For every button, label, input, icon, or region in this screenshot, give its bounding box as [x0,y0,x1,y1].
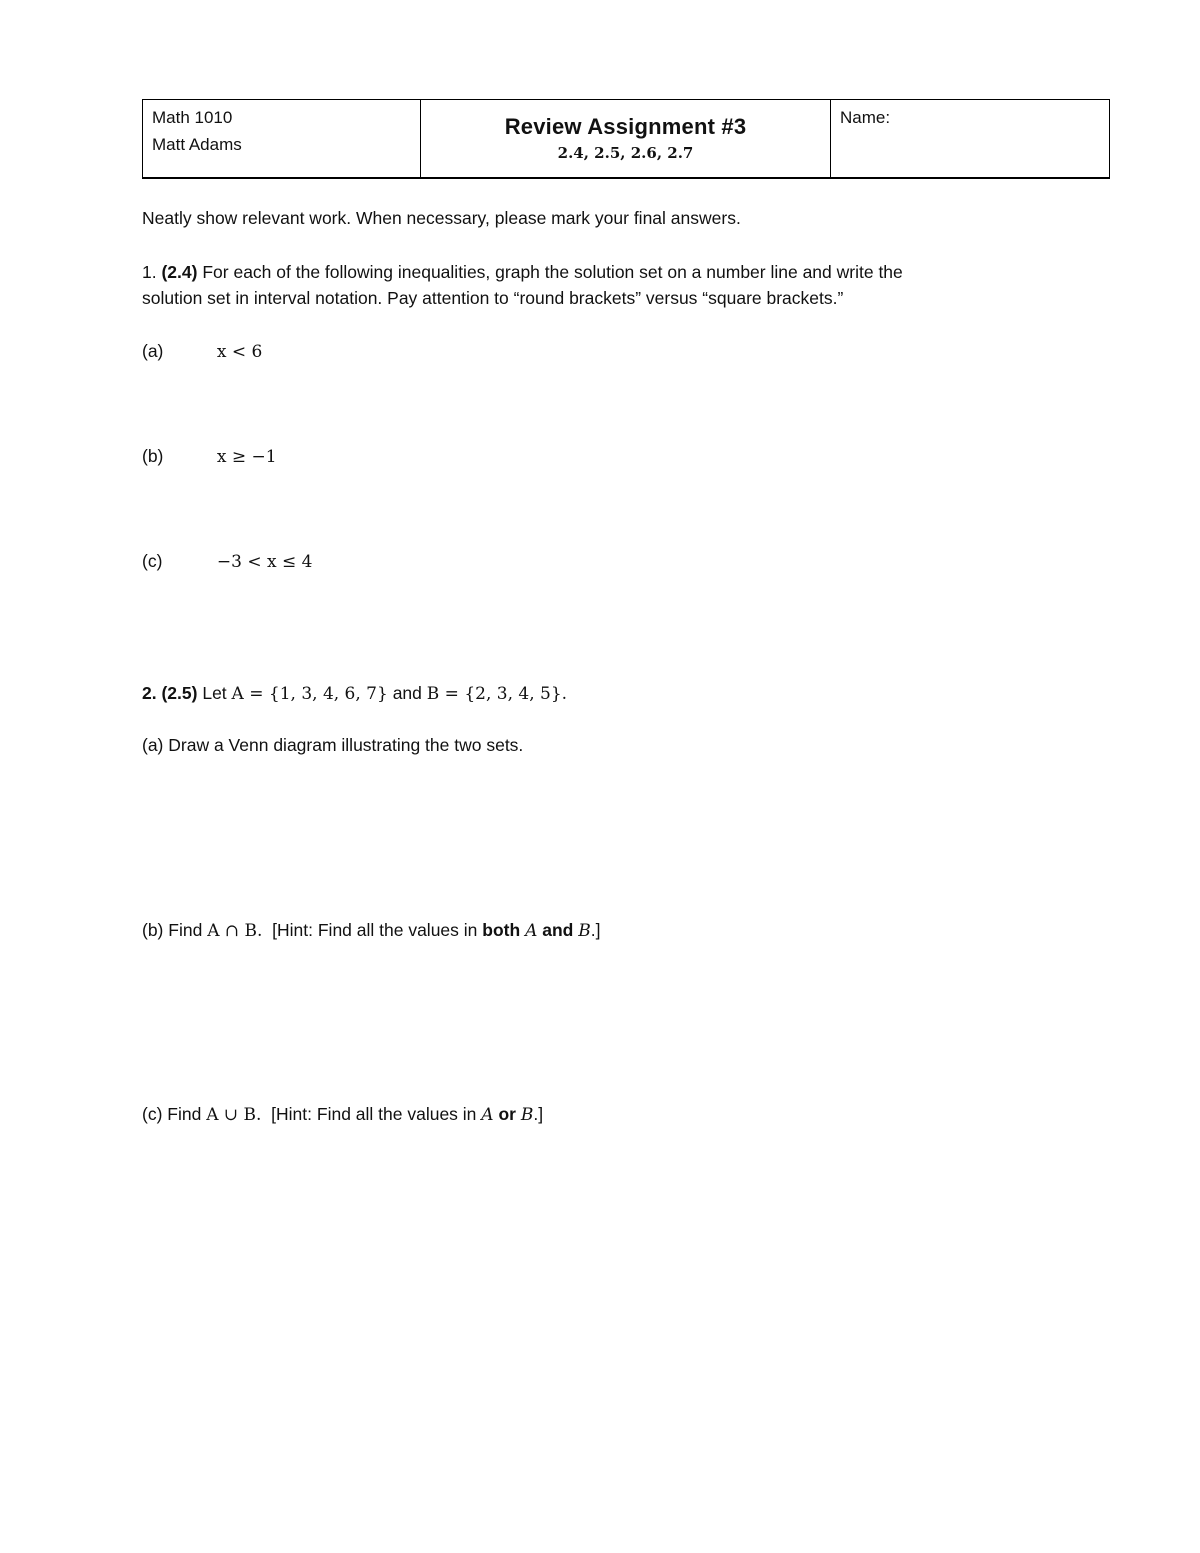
title-cell [421,100,831,179]
q2-part-c-hint-a: A [481,1105,494,1125]
q2-part-b-find: Find [168,920,203,940]
q2-part-b-hint-open: [Hint: Find all the values in [272,920,478,940]
q2-part-c-label: (c) [142,1104,163,1124]
q1-part-a-expr: x < 6 [216,342,263,362]
q2-prompt [142,683,567,704]
q1-prompt-line1 [142,262,903,283]
q2-part-b-expr: A ∩ B. [207,921,263,941]
q2-part-b [142,920,600,941]
q1-part-c-label: (c) [142,551,163,571]
q1-part-c-expr: −3 < x ≤ 4 [216,552,313,572]
q1-number: 1. [142,262,157,282]
q2-part-b-both: both [482,920,521,940]
q2-let: Let [202,683,227,703]
q2-part-b-and: and [542,920,574,940]
q1-part-c [142,551,312,572]
instructions: Neatly show relevant work. When necessary, please mark your final answers. [142,208,741,228]
q2-part-c [142,1104,543,1125]
q2-set-b: B = {2, 3, 4, 5}. [426,684,568,704]
course-cell [143,100,421,179]
q1-part-b-label: (b) [142,446,164,466]
assignment-title: Review Assignment #3 [504,114,747,139]
q2-part-c-hint-b: B [520,1105,534,1125]
assignment-sections: 2.4, 2.5, 2.6, 2.7 [557,144,694,162]
q2-part-c-hint-close: .] [533,1104,544,1124]
q2-part-c-or: or [498,1104,516,1124]
q2-part-a-label: (a) [142,735,164,755]
q2-part-b-hint-a: A [525,921,538,941]
q2-number: 2. [142,683,157,703]
q2-part-b-hint-b: B [578,921,591,941]
course-name: Math 1010 [152,108,233,127]
q2-part-b-label: (b) [142,920,164,940]
q1-part-a-label: (a) [142,341,164,361]
q2-part-c-find: Find [167,1104,202,1124]
q2-section: (2.5) [161,683,198,703]
q2-and: and [392,683,422,703]
header-table [142,99,1110,179]
q1-part-b-expr: x ≥ −1 [216,447,277,467]
name-cell[interactable] [831,100,1110,179]
q2-part-c-hint-open: [Hint: Find all the values in [271,1104,477,1124]
q1-text-line2: solution set in interval notation. Pay attention to “round brackets” versus “square brackets.” [142,288,844,308]
q1-part-a [142,341,262,362]
name-label: Name: [840,108,891,127]
q2-part-a-text: Draw a Venn diagram illustrating the two sets. [168,735,524,755]
q1-text-line1: For each of the following inequalities, graph the solution set on a number line and write the [202,262,903,282]
q2-part-b-hint-close: .] [590,920,601,940]
q1-part-b [142,446,277,467]
q2-part-c-expr: A ∪ B. [206,1105,262,1125]
q2-set-a: A = {1, 3, 4, 6, 7} [231,684,388,704]
q2-part-a [142,735,523,756]
instructor-name: Matt Adams [152,135,242,154]
q1-section: (2.4) [161,262,198,282]
